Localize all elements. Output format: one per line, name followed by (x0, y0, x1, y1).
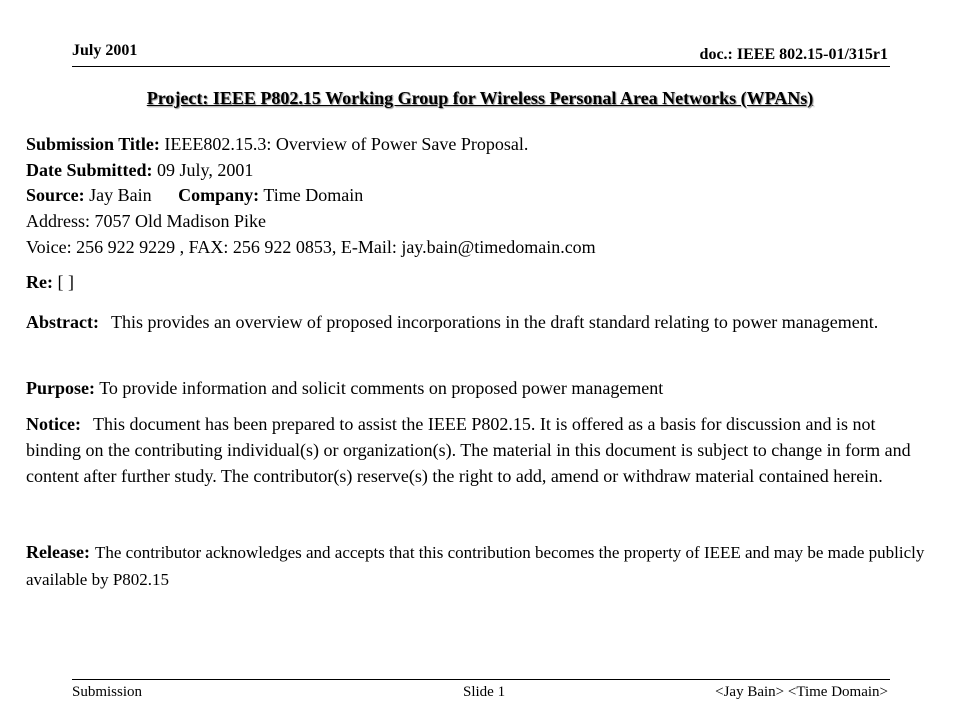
source-label: Source: (26, 185, 85, 205)
notice-paragraph (26, 411, 931, 489)
abstract-paragraph (26, 309, 931, 335)
purpose-value: To provide information and solicit comments on proposed power management (99, 378, 664, 398)
notice-value: This document has been prepared to assist the IEEE P802.15. It is offered as a basis for discussion and is not binding on the contributing individual(s) or organization(s). The material in this document is subject to change in form and content after further study. The contributor(s) reserve(s) the right to add, amend or withdraw material contained herein. (26, 414, 911, 486)
submission-title-line (26, 134, 528, 155)
abstract-value: This provides an overview of proposed incorporations in the draft standard relating to power management. (110, 312, 879, 332)
abstract-label: Abstract: (26, 312, 99, 332)
release-value: The contributor acknowledges and accepts that this contribution becomes the property of IEEE and may be made publicly available by P802.15 (26, 543, 925, 589)
footer-submission: Submission (72, 684, 143, 700)
date-submitted-line (26, 160, 253, 181)
footer-rule (72, 679, 890, 680)
submission-title-label: Submission Title: (26, 134, 160, 154)
release-label: Release: (26, 542, 90, 562)
company-value: Time Domain (263, 185, 364, 205)
header-doc-id: doc.: IEEE 802.15-01/315r1 (699, 46, 888, 63)
project-title: Project: IEEE P802.15 Working Group for Wireless Personal Area Networks (WPANs) (146, 88, 814, 108)
source-value: Jay Bain (89, 185, 152, 205)
source-line (26, 185, 363, 206)
footer-slide-number: Slide 1 (463, 684, 506, 700)
date-submitted-value: 09 July, 2001 (157, 160, 254, 180)
footer-author-company: <Jay Bain> <Time Domain> (715, 684, 888, 700)
voice-line: Voice: 256 922 9229 , FAX: 256 922 0853, E-Mail: jay.bain@timedomain.com (26, 237, 596, 257)
re-label: Re: (26, 272, 53, 292)
header-rule (72, 66, 890, 67)
re-line (26, 272, 74, 293)
release-paragraph (26, 539, 931, 593)
notice-label: Notice: (26, 414, 81, 434)
address-line: Address: 7057 Old Madison Pike (26, 211, 266, 231)
submission-title-value: IEEE802.15.3: Overview of Power Save Proposal. (164, 134, 529, 154)
re-value: [ ] (57, 272, 74, 292)
purpose-line (26, 378, 663, 399)
purpose-label: Purpose: (26, 378, 95, 398)
date-submitted-label: Date Submitted: (26, 160, 153, 180)
header-date: July 2001 (72, 42, 138, 59)
company-label: Company: (178, 185, 260, 205)
